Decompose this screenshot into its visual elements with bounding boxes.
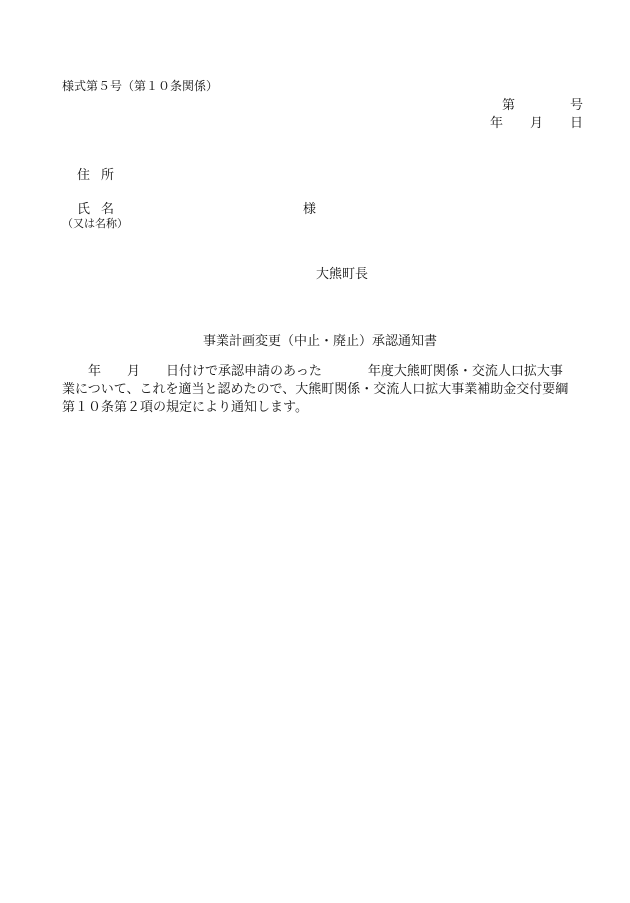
body-line-1b: 年度大熊町関係・交流人口拡大事 [367,364,563,379]
date-day-label: 日 [570,116,584,131]
document-title: 事業計画変更（中止・廃止）承認通知書 [203,334,438,349]
notice-body-line-1 [62,363,584,381]
form-number-label: 様式第５号（第１０条関係） [62,79,219,93]
date-month-label: 月 [530,116,544,131]
notice-body-line-3: 第１０条第２項の規定により通知します。 [62,400,308,415]
recipient-name-label: 氏名 [77,202,126,217]
notice-body [62,363,584,417]
recipient-address-label: 住所 [77,168,126,183]
recipient-honorific: 様 [303,202,317,217]
issuer-name: 大熊町長 [316,267,369,282]
body-year-label: 年 [88,364,102,379]
body-line-1a: 日付けで承認申請のあった [166,364,322,379]
body-month-label: 月 [127,364,141,379]
document-number-suffix: 号 [570,98,584,113]
notice-body-line-2: 業について、これを適当と認めたので、大熊町関係・交流人口拡大事業補助金交付要綱 [62,382,569,397]
recipient-name-note: （又は名称） [62,217,128,230]
document-number-prefix: 第 [502,98,516,113]
date-year-label: 年 [490,116,504,131]
